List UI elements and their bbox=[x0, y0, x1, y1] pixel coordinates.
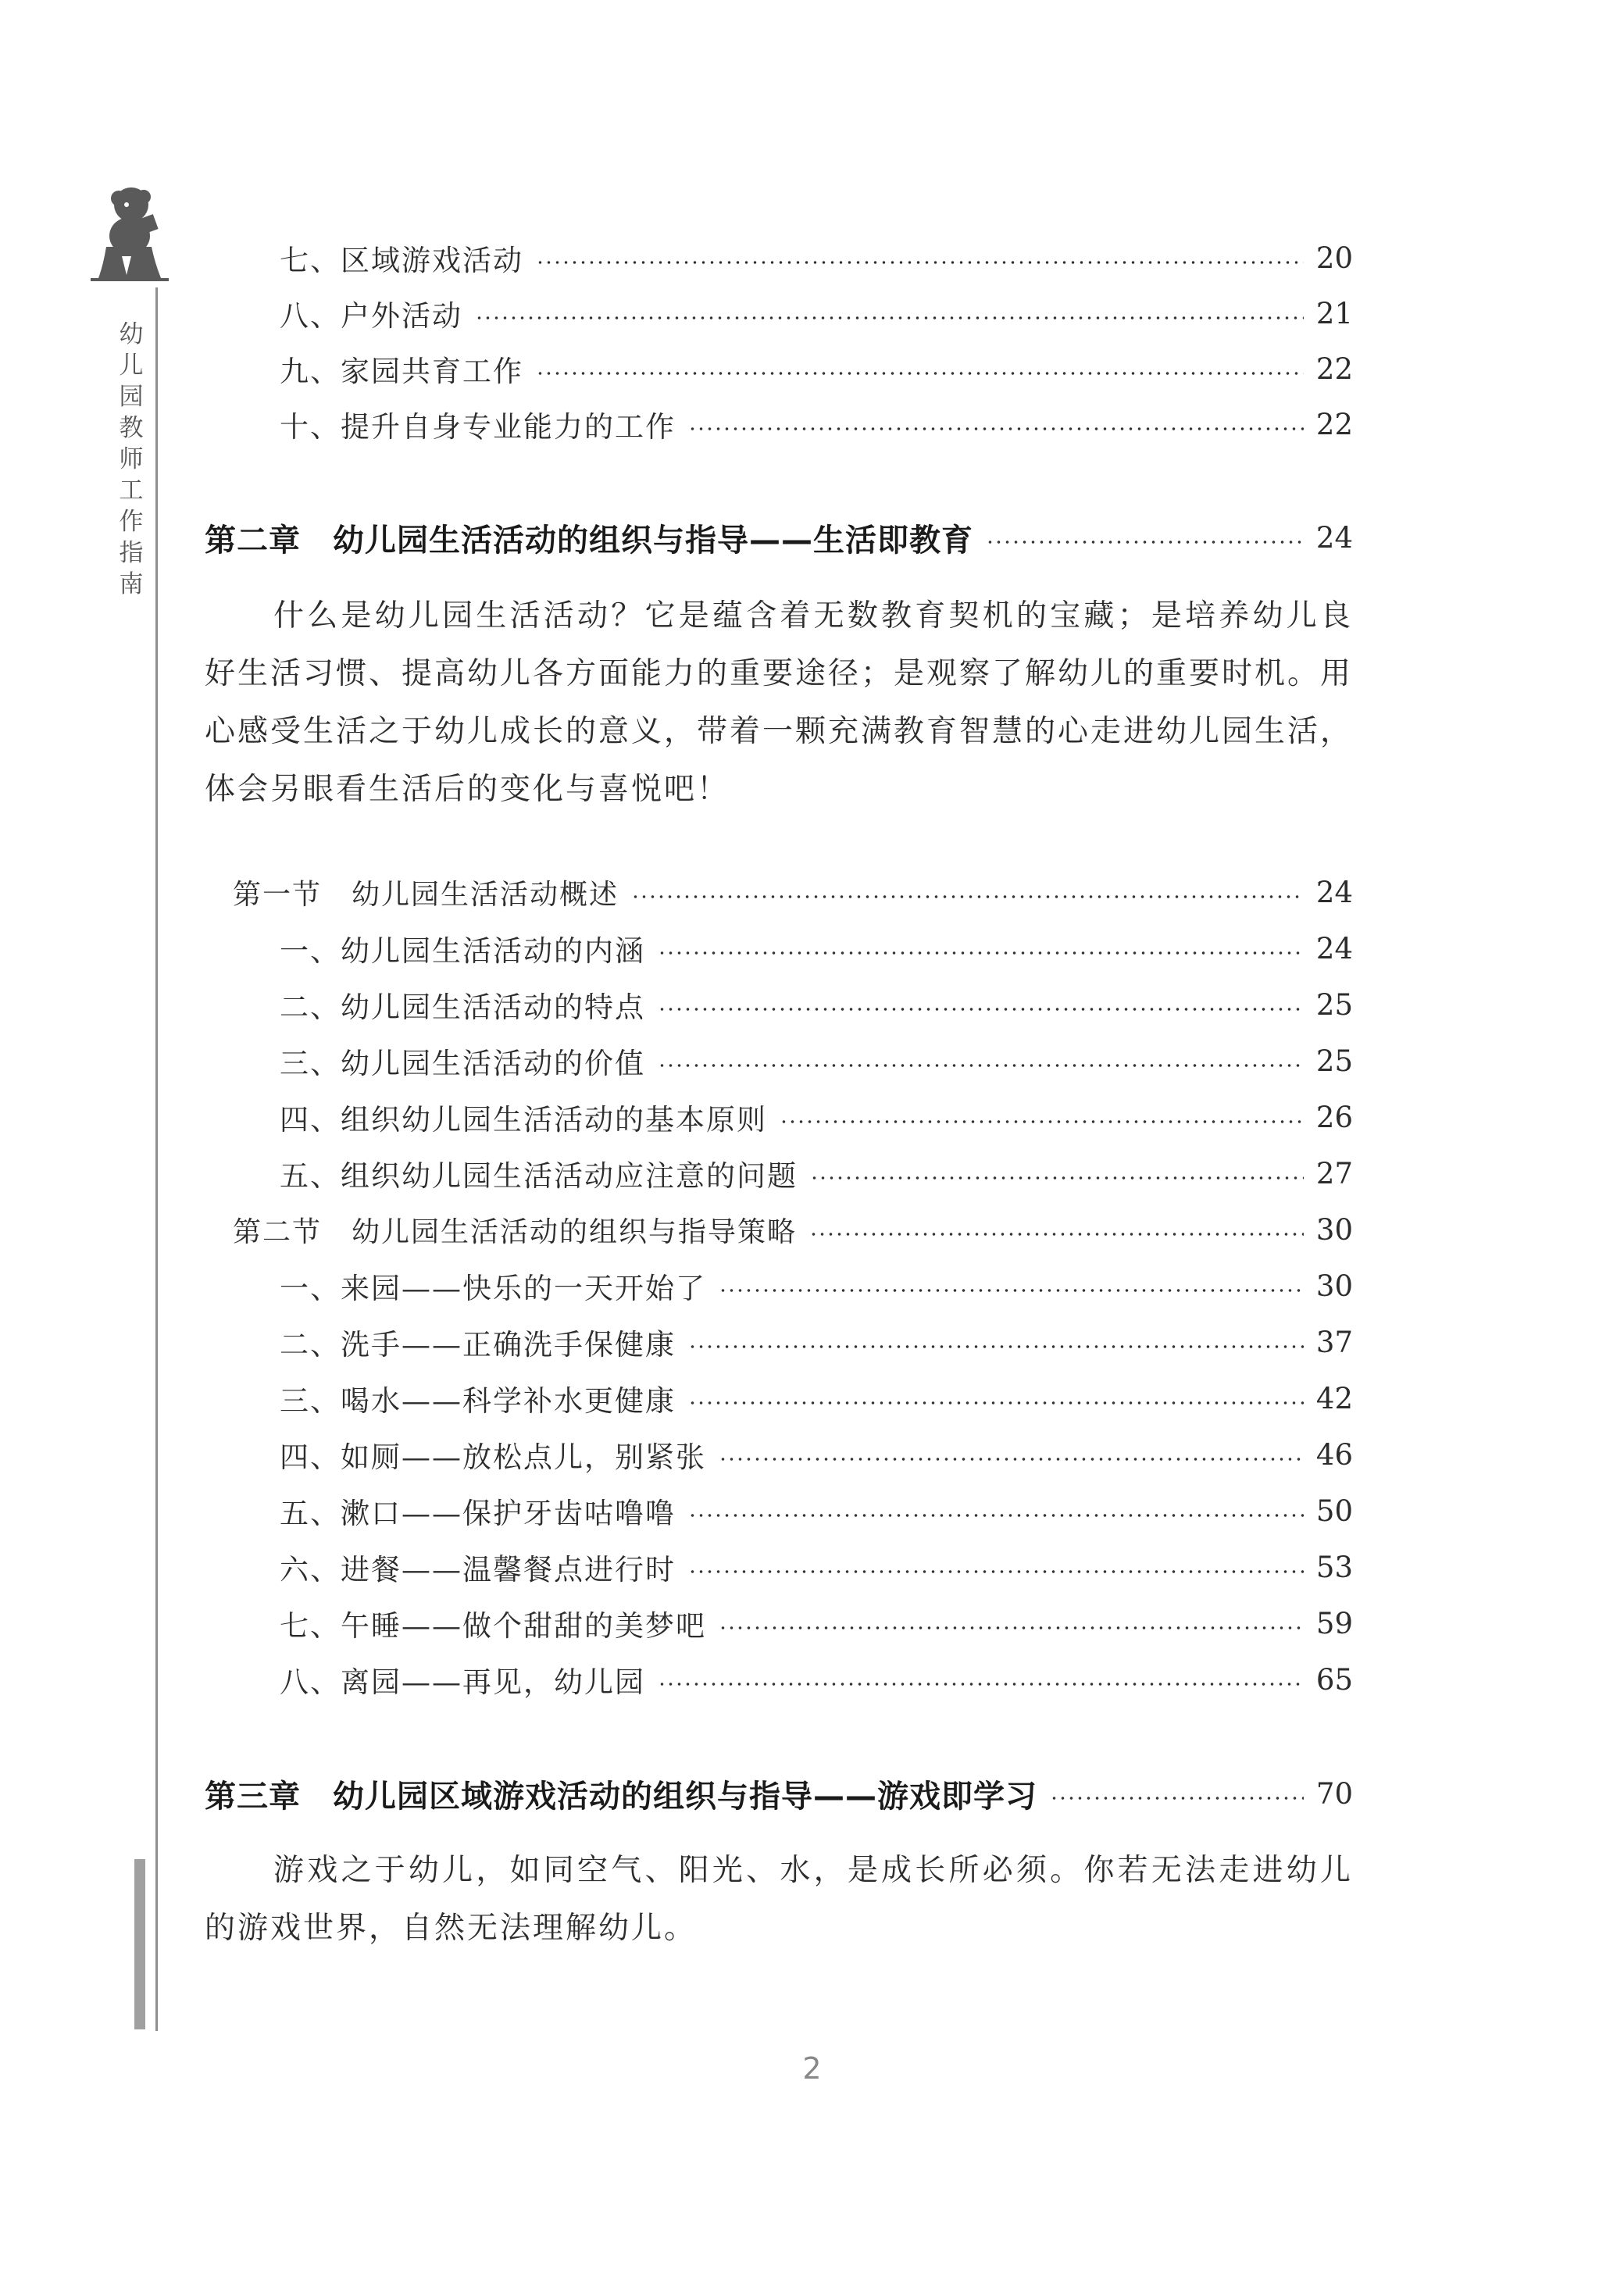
section-page: 24 bbox=[1315, 875, 1353, 909]
toc-dot-leader bbox=[780, 1120, 1304, 1123]
toc-item-label: 五、漱口——保护牙齿咕噜噜 bbox=[280, 1497, 676, 1530]
chapter-2-intro: 什么是幼儿园生活活动？它是蕴含着无数教育契机的宝藏；是培养幼儿良好生活习惯、提高幼儿各方面能力的重要途径；是观察了解幼儿的重要时机。用心感受生活之于幼儿成长的意义，带着一颗充满教育智慧的心走进幼儿园生活，体会另眼看生活后的变化与喜悦吧！ bbox=[205, 598, 1354, 807]
toc-item-page: 50 bbox=[1315, 1494, 1353, 1528]
toc-item[interactable] bbox=[205, 1659, 1353, 1700]
toc-item-page: 37 bbox=[1315, 1325, 1353, 1359]
margin-gray-bar bbox=[134, 1859, 145, 2029]
toc-item-page: 21 bbox=[1315, 296, 1353, 330]
toc-item[interactable] bbox=[205, 1040, 1353, 1081]
toc-item[interactable] bbox=[205, 1265, 1353, 1306]
toc-dot-leader bbox=[475, 316, 1304, 319]
toc-dot-leader bbox=[1050, 1797, 1304, 1800]
toc-item-label: 六、进餐——温馨餐点进行时 bbox=[280, 1553, 676, 1587]
toc-dot-leader bbox=[719, 1626, 1304, 1629]
toc-dot-leader bbox=[688, 1401, 1304, 1404]
toc-item-label: 三、喝水——科学补水更健康 bbox=[280, 1384, 676, 1418]
toc-item-page: 20 bbox=[1315, 241, 1353, 275]
toc-item-page: 27 bbox=[1315, 1156, 1353, 1190]
toc-item-page: 24 bbox=[1315, 931, 1353, 965]
chapter-3-intro: 游戏之于幼儿，如同空气、阳光、水，是成长所必须。你若无法走进幼儿的游戏世界，自然无法理解幼儿。 bbox=[205, 1853, 1353, 1946]
toc-dot-leader bbox=[986, 541, 1304, 544]
toc-dot-leader bbox=[810, 1176, 1304, 1180]
toc-dot-leader bbox=[658, 1683, 1304, 1686]
toc-item-page: 59 bbox=[1315, 1606, 1353, 1640]
toc-dot-leader bbox=[688, 1345, 1304, 1348]
toc-item-page: 42 bbox=[1315, 1381, 1353, 1415]
toc-dot-leader bbox=[688, 1570, 1304, 1573]
section-title: 第一节 幼儿园生活活动概述 bbox=[233, 878, 619, 911]
margin-vertical-line bbox=[155, 287, 158, 2031]
toc-item-label: 八、离园——再见，幼儿园 bbox=[280, 1665, 645, 1699]
page-number: 2 bbox=[802, 2051, 822, 2086]
toc-item-label: 四、组织幼儿园生活活动的基本原则 bbox=[280, 1103, 767, 1137]
toc-item-label: 五、组织幼儿园生活活动应注意的问题 bbox=[280, 1159, 798, 1193]
section-title: 第二节 幼儿园生活活动的组织与指导策略 bbox=[233, 1215, 798, 1248]
toc-item-label: 十、提升自身专业能力的工作 bbox=[280, 410, 676, 444]
toc-item[interactable] bbox=[205, 1603, 1353, 1644]
toc-item[interactable] bbox=[205, 984, 1353, 1025]
toc-dot-leader bbox=[809, 1233, 1304, 1236]
toc-item-page: 30 bbox=[1315, 1269, 1353, 1303]
toc-dot-leader bbox=[658, 1008, 1304, 1011]
toc-item-page: 22 bbox=[1315, 352, 1353, 386]
toc-item-page: 65 bbox=[1315, 1662, 1353, 1697]
toc-dot-leader bbox=[631, 895, 1304, 898]
toc-dot-leader bbox=[658, 1064, 1304, 1067]
toc-item[interactable] bbox=[205, 1547, 1353, 1587]
toc-item[interactable] bbox=[205, 404, 1353, 444]
toc-item-label: 三、幼儿园生活活动的价值 bbox=[280, 1047, 645, 1080]
toc-item-label: 七、午睡——做个甜甜的美梦吧 bbox=[280, 1609, 706, 1643]
toc-item-label: 二、洗手——正确洗手保健康 bbox=[280, 1328, 676, 1362]
toc-item-label: 九、家园共育工作 bbox=[280, 355, 523, 388]
toc-item-label: 八、户外活动 bbox=[280, 299, 462, 333]
chapter-title: 第二章 幼儿园生活活动的组织与指导——生活即教育 bbox=[205, 522, 973, 559]
toc-item[interactable] bbox=[205, 1434, 1353, 1475]
toc-item-page: 22 bbox=[1315, 407, 1353, 441]
toc-item-page: 25 bbox=[1315, 987, 1353, 1022]
book-title-vertical: 幼儿园教师工作指南 bbox=[119, 320, 144, 598]
toc-item-page: 53 bbox=[1315, 1550, 1353, 1584]
chapter-page: 70 bbox=[1315, 1776, 1353, 1811]
toc-dot-leader bbox=[688, 1514, 1304, 1517]
chapter-title: 第三章 幼儿园区域游戏活动的组织与指导——游戏即学习 bbox=[205, 1778, 1037, 1815]
toc-dot-leader bbox=[536, 261, 1304, 264]
toc-item[interactable] bbox=[205, 928, 1353, 969]
toc-dot-leader bbox=[688, 427, 1304, 430]
toc-item[interactable] bbox=[205, 1378, 1353, 1419]
toc-item-label: 一、幼儿园生活活动的内涵 bbox=[280, 934, 645, 968]
toc-item-label: 二、幼儿园生活活动的特点 bbox=[280, 990, 645, 1024]
section-page: 30 bbox=[1315, 1212, 1353, 1247]
toc-item[interactable] bbox=[205, 1490, 1353, 1531]
toc-item-label: 一、来园——快乐的一天开始了 bbox=[280, 1272, 706, 1305]
child-reading-logo-icon bbox=[87, 181, 172, 284]
toc-dot-leader bbox=[658, 951, 1304, 955]
toc-item-page: 25 bbox=[1315, 1044, 1353, 1078]
toc-dot-leader bbox=[719, 1458, 1304, 1461]
toc-item-page: 46 bbox=[1315, 1437, 1353, 1472]
toc-section-1[interactable] bbox=[205, 872, 1353, 912]
toc-item[interactable] bbox=[205, 293, 1353, 334]
chapter-page: 24 bbox=[1315, 520, 1353, 555]
toc-item[interactable] bbox=[205, 348, 1353, 389]
toc-section-2[interactable] bbox=[205, 1209, 1353, 1250]
toc-item-label: 七、区域游戏活动 bbox=[280, 244, 523, 277]
toc-item[interactable] bbox=[205, 1153, 1353, 1194]
toc-chapter-3[interactable] bbox=[205, 1773, 1353, 1814]
toc-item[interactable] bbox=[205, 1322, 1353, 1362]
toc-dot-leader bbox=[536, 372, 1304, 375]
toc-item[interactable] bbox=[205, 237, 1353, 278]
toc-item[interactable] bbox=[205, 1097, 1353, 1137]
toc-item-label: 四、如厕——放松点儿，别紧张 bbox=[280, 1440, 706, 1474]
toc-dot-leader bbox=[719, 1289, 1304, 1292]
toc-chapter-2[interactable] bbox=[205, 517, 1353, 558]
toc-item-page: 26 bbox=[1315, 1100, 1353, 1134]
